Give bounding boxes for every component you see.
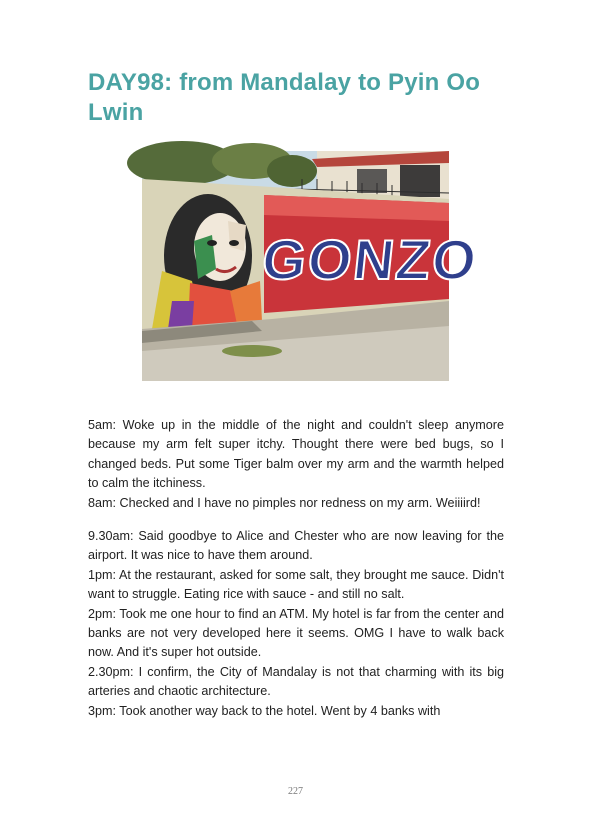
entry-1pm: 1pm: At the restaurant, asked for some salt, they brought me sauce. Didn't want to struggle. Eating rice with sauce - and still no salt. xyxy=(88,567,504,602)
entry-9-30am: 9.30am: Said goodbye to Alice and Chester who are now leaving for the airport. It was nice to have them around. xyxy=(88,529,504,563)
page-number: 227 xyxy=(288,786,303,797)
entry-2pm: 2pm: Took me one hour to find an ATM. My hotel is far from the center and banks are not very developed here it seems. OMG I have to walk back now. And it's super hot outside. xyxy=(88,606,504,660)
graffiti-lettering: GONZO xyxy=(259,228,482,291)
entry-3pm: 3pm: Took another way back to the hotel. Went by 4 banks with xyxy=(88,703,441,718)
entry-8am: 8am: Checked and I have no pimples nor redness on my arm. Weiiiird! xyxy=(88,495,481,510)
entry-5am: 5am: Woke up in the middle of the night and couldn't sleep anymore because my arm felt super itchy. Thought there were bed bugs, so I changed beds. Put some Tiger balm over my arm and the warmth helped to calm the itchiness. xyxy=(88,418,504,491)
page-title: DAY98: from Mandalay to Pyin Oo Lwin xyxy=(88,69,481,126)
journal-text xyxy=(88,416,504,721)
graffiti-wall-photo xyxy=(142,151,482,381)
entry-2-30pm: 2.30pm: I confirm, the City of Mandalay is not that charming with its big arteries and chaotic architecture. xyxy=(88,664,504,699)
